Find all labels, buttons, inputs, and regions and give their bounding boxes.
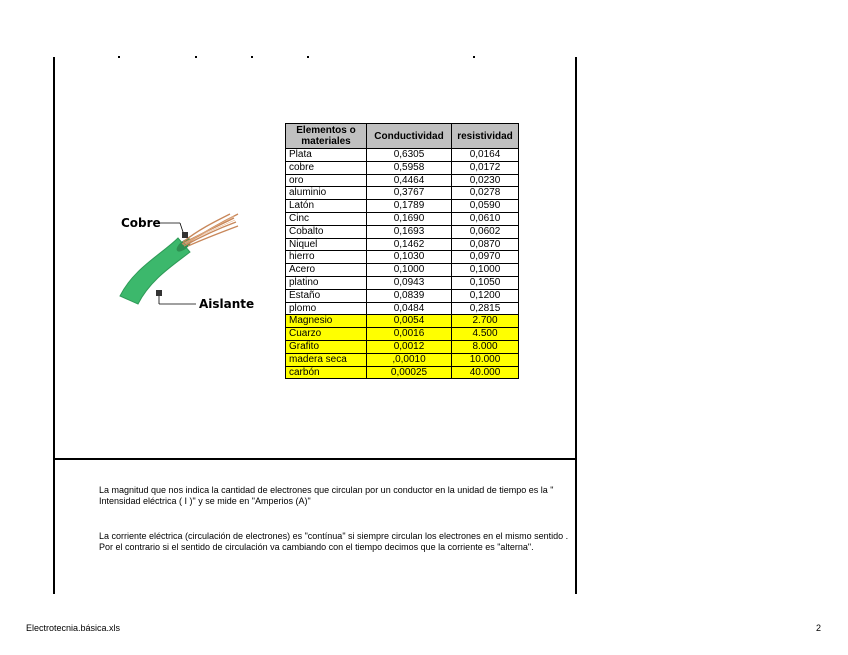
conductivity-cell: 0,1030 [367,251,452,264]
table-row [286,174,519,187]
resistivity-cell: 0,0970 [452,251,519,264]
header-materials: Elementos o materiales [286,124,367,149]
conductivity-cell: 0,5958 [367,161,452,174]
resistivity-cell: 0,1050 [452,276,519,289]
material-name-cell: cobre [286,161,367,174]
resistivity-cell: 0,0230 [452,174,519,187]
table-row [286,264,519,277]
material-name-cell: carbón [286,366,367,379]
material-name-cell: Acero [286,264,367,277]
resistivity-cell: 2.700 [452,315,519,328]
material-name-cell: Plata [286,149,367,162]
table-row [286,161,519,174]
conductivity-cell: 0,0839 [367,289,452,302]
resistivity-cell: 0,1200 [452,289,519,302]
table-row [286,187,519,200]
resistivity-cell: 0,0278 [452,187,519,200]
material-name-cell: Cobalto [286,225,367,238]
table-row [286,149,519,162]
current-type-paragraph: La corriente eléctrica (circulación de electrones) es "contínua" si siempre circulan los electrones en el mismo sentido . Por el contrario si el sentido de circulación va cambiando con el tiempo decimos que la corriente es "alterna". [99,531,569,552]
table-row [286,225,519,238]
resistivity-cell: 10.000 [452,353,519,366]
conductivity-cell: 0,1000 [367,264,452,277]
top-mark [473,56,475,58]
top-mark [307,56,309,58]
top-mark [118,56,120,58]
conductivity-cell: 0,3767 [367,187,452,200]
conductivity-cell: 0,0054 [367,315,452,328]
material-name-cell: Cuarzo [286,328,367,341]
resistivity-cell: 0,0610 [452,212,519,225]
right-border-line [575,57,577,594]
resistivity-cell: 8.000 [452,340,519,353]
conductivity-cell: 0,1693 [367,225,452,238]
footer-page-number: 2 [816,623,822,633]
material-name-cell: madera seca [286,353,367,366]
table-row [286,366,519,379]
material-name-cell: Latón [286,200,367,213]
material-name-cell: hierro [286,251,367,264]
conductivity-cell: 0,0484 [367,302,452,315]
resistivity-cell: 0,0870 [452,238,519,251]
table-row [286,328,519,341]
conductivity-cell: 0,0943 [367,276,452,289]
resistivity-cell: 0,2815 [452,302,519,315]
footer-filename: Electrotecnia.básica.xls [26,623,121,633]
material-name-cell: Magnesio [286,315,367,328]
top-mark [195,56,197,58]
conductivity-cell: 0,6305 [367,149,452,162]
insulator-label: Aislante [199,297,255,311]
table-row [286,276,519,289]
header-conductivity: Conductividad [367,124,452,149]
resistivity-cell: 4.500 [452,328,519,341]
intensity-paragraph: La magnitud que nos indica la cantidad de electrones que circulan por un conductor en la unidad de tiempo es la " Intensidad eléctrica ( I )" y se mide en "Amperios (A)" [99,485,554,506]
table-row [286,302,519,315]
top-mark [251,56,253,58]
material-name-cell: Grafito [286,340,367,353]
conductivity-cell: ,0,0010 [367,353,452,366]
section-divider [53,458,577,460]
material-name-cell: Estaño [286,289,367,302]
table-row [286,289,519,302]
table-row [286,200,519,213]
conductor-marker [182,232,188,238]
table-row [286,315,519,328]
table-row [286,238,519,251]
material-name-cell: Niquel [286,238,367,251]
material-name-cell: platino [286,276,367,289]
table-row [286,340,519,353]
conductor-label: Cobre [121,216,161,230]
resistivity-cell: 40.000 [452,366,519,379]
conductivity-cell: 0,0012 [367,340,452,353]
conductivity-cell: 0,1462 [367,238,452,251]
resistivity-cell: 0,0164 [452,149,519,162]
table-row [286,212,519,225]
table-row [286,353,519,366]
resistivity-cell: 0,0590 [452,200,519,213]
materials-table [285,123,519,379]
resistivity-cell: 0,0602 [452,225,519,238]
resistivity-cell: 0,1000 [452,264,519,277]
conductivity-cell: 0,00025 [367,366,452,379]
conductivity-cell: 0,0016 [367,328,452,341]
left-border-line [53,57,55,594]
material-name-cell: aluminio [286,187,367,200]
table-row [286,251,519,264]
material-name-cell: oro [286,174,367,187]
header-resistivity: resistividad [452,124,519,149]
conductivity-cell: 0,1690 [367,212,452,225]
table-header-row [286,124,519,149]
material-name-cell: plomo [286,302,367,315]
material-name-cell: Cinc [286,212,367,225]
conductivity-cell: 0,4464 [367,174,452,187]
resistivity-cell: 0,0172 [452,161,519,174]
insulator-marker [156,290,162,296]
conductivity-cell: 0,1789 [367,200,452,213]
